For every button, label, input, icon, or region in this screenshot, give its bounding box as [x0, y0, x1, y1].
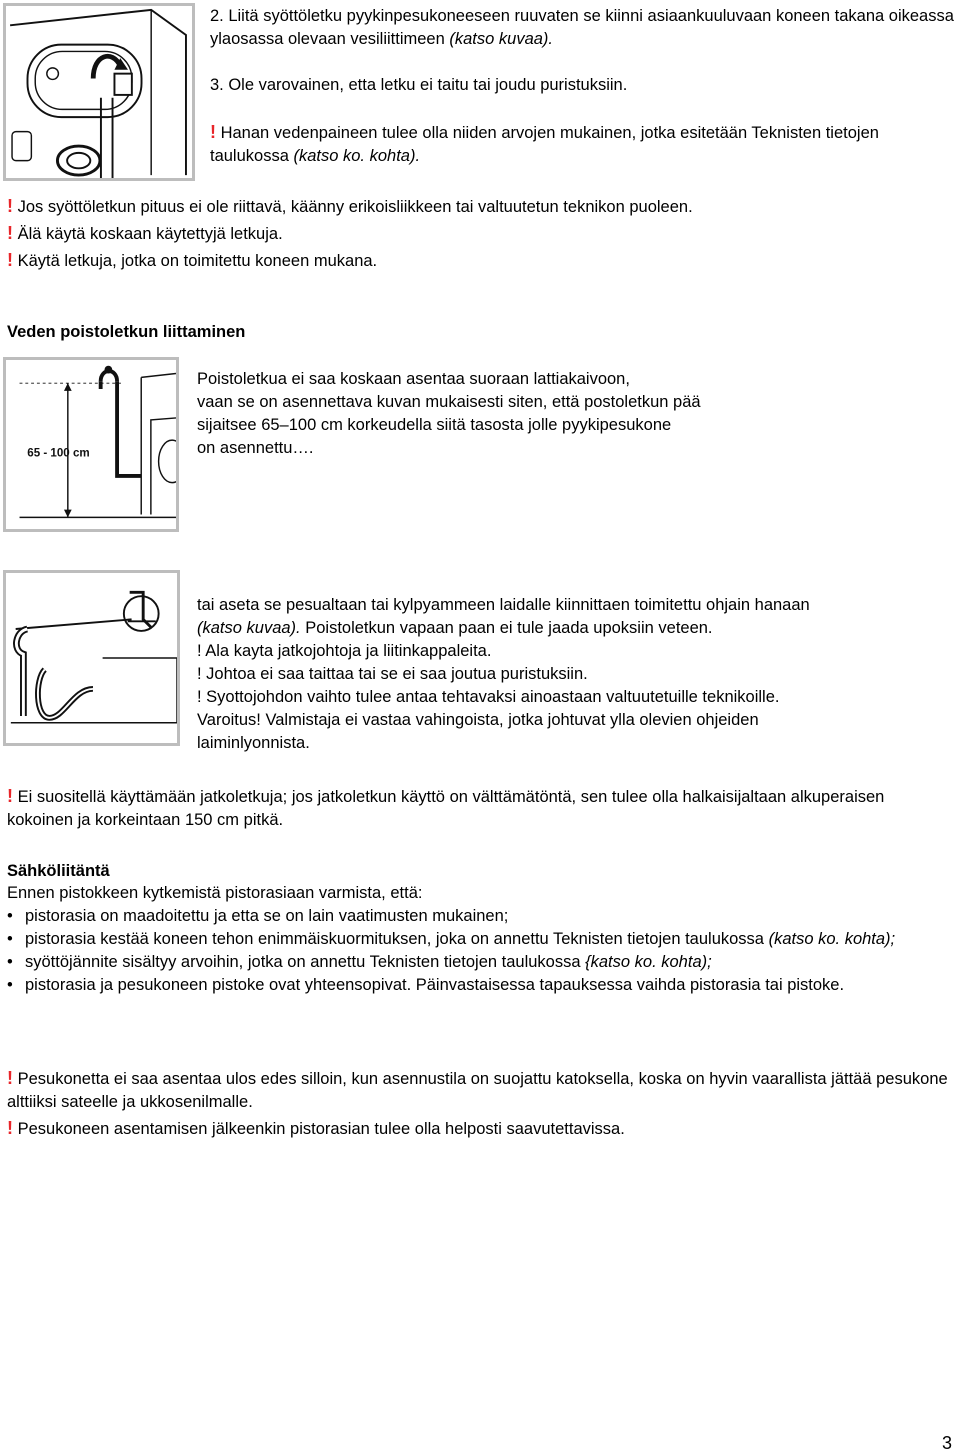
electric-bullets — [7, 905, 952, 997]
drain-paragraph: Poistoletkua ei saa koskaan asentaa suoraan lattiakaivoon, vaan se on asennettava kuvan mukaisesti siten, että postoletkun pää sijaitsee 65–100 cm korkeudella siitä tasosta jolle pyykipesukone on asennettu…. — [197, 370, 701, 457]
pressure-warning: ! Hanan vedenpaineen tulee olla niiden arvojen mukainen, jotka esitetään Teknisten tietojen taulukossa (katso ko. kohta). — [210, 122, 879, 165]
warning-icon: ! — [7, 223, 13, 243]
warning-icon: ! — [7, 1068, 13, 1088]
height-label: 65 - 100 cm — [27, 447, 90, 460]
warning-icon: ! — [7, 786, 13, 806]
supplied-hose-warning: ! Käytä letkuja, jotka on toimitettu koneen mukana. — [7, 250, 378, 270]
drain-heading: Veden poistoletkun liittaminen — [7, 323, 246, 341]
drain-height-figure — [3, 357, 179, 532]
electric-heading: Sähköliitäntä — [7, 862, 110, 880]
step-2-text: 2. Liitä syöttöletku pyykinpesukoneeseen ruuvaten se kiinni asiaankuuluvaan koneen takana oikeassa ylaosassa olevaan vesiliittimeen (katso kuvaa). — [210, 7, 954, 48]
list-item: • syöttöjännite sisältyy arvoihin, jotka on annettu Teknisten tietojen taulukossa {katso ko. kohta); — [7, 951, 952, 974]
warning-icon: ! — [7, 196, 13, 216]
warning-icon: ! — [7, 1118, 13, 1138]
socket-access-warning: ! Pesukoneen asentamisen jälkeenkin pistorasian tulee olla helposti saavutettavissa. — [7, 1118, 625, 1138]
warning-icon: ! — [210, 122, 216, 142]
page-number: 3 — [941, 1433, 952, 1453]
extension-warning: ! Ei suositellä käyttämään jatkoletkuja; jos jatkoletkun käyttö on välttämätöntä, sen tulee olla halkaisijaltaan alkuperaisen kokoinen ja korkeintaan 150 cm pitkä. — [7, 786, 885, 829]
step-3-text: 3. Ole varovainen, etta letku ei taitu tai joudu puristuksiin. — [210, 76, 628, 94]
list-item: • pistorasia ja pesukoneen pistoke ovat yhteensopivat. Päinvastaisessa tapauksessa vaihda pistorasia tai pistoke. — [7, 974, 952, 997]
list-item: • pistorasia kestää koneen tehon enimmäiskuormituksen, joka on annettu Teknisten tietojen taulukossa (katso ko. kohta); — [7, 928, 952, 951]
used-hose-warning: ! Älä käytä koskaan käytettyjä letkuja. — [7, 223, 283, 243]
list-item: • pistorasia on maadoitettu ja etta se on lain vaatimusten mukainen; — [7, 905, 952, 928]
outdoor-warning: ! Pesukonetta ei saa asentaa ulos edes silloin, kun asennustila on suojattu katoksella, koska on hyvin vaarallista jättää pesukone alttiiksi sateelle ja ukkosenilmalle. — [7, 1068, 948, 1111]
sink-paragraph: tai aseta se pesualtaan tai kylpyammeen laidalle kiinnittaen toimitettu ohjain hanaan (katso kuvaa). Poistoletkun vapaan paan ei tule jaada upoksiin veteen. ! Ala kayta jatkojohtoja ja liitinkappaleita. ! Johtoa ei saa taittaa tai se ei saa joutua puristuksiin. ! Syottojohdon vaihto tulee antaa tehtavaksi ainoastaan valtuutetuille teknikoille. Varoitus! Valmistaja ei vastaa vahingoista, jotka johtuvat ylla olevien ohjeiden laiminlyonnista. — [197, 596, 810, 752]
warning-icon: ! — [7, 250, 13, 270]
electric-intro: Ennen pistokkeen kytkemistä pistorasiaan varmista, että: — [7, 884, 423, 902]
length-warning: ! Jos syöttöletkun pituus ei ole riittavä, käänny erikoisliikkeen tai valtuutetun teknikon puoleen. — [7, 196, 693, 216]
inlet-hose-figure — [3, 3, 195, 181]
sink-drain-figure — [3, 570, 180, 746]
